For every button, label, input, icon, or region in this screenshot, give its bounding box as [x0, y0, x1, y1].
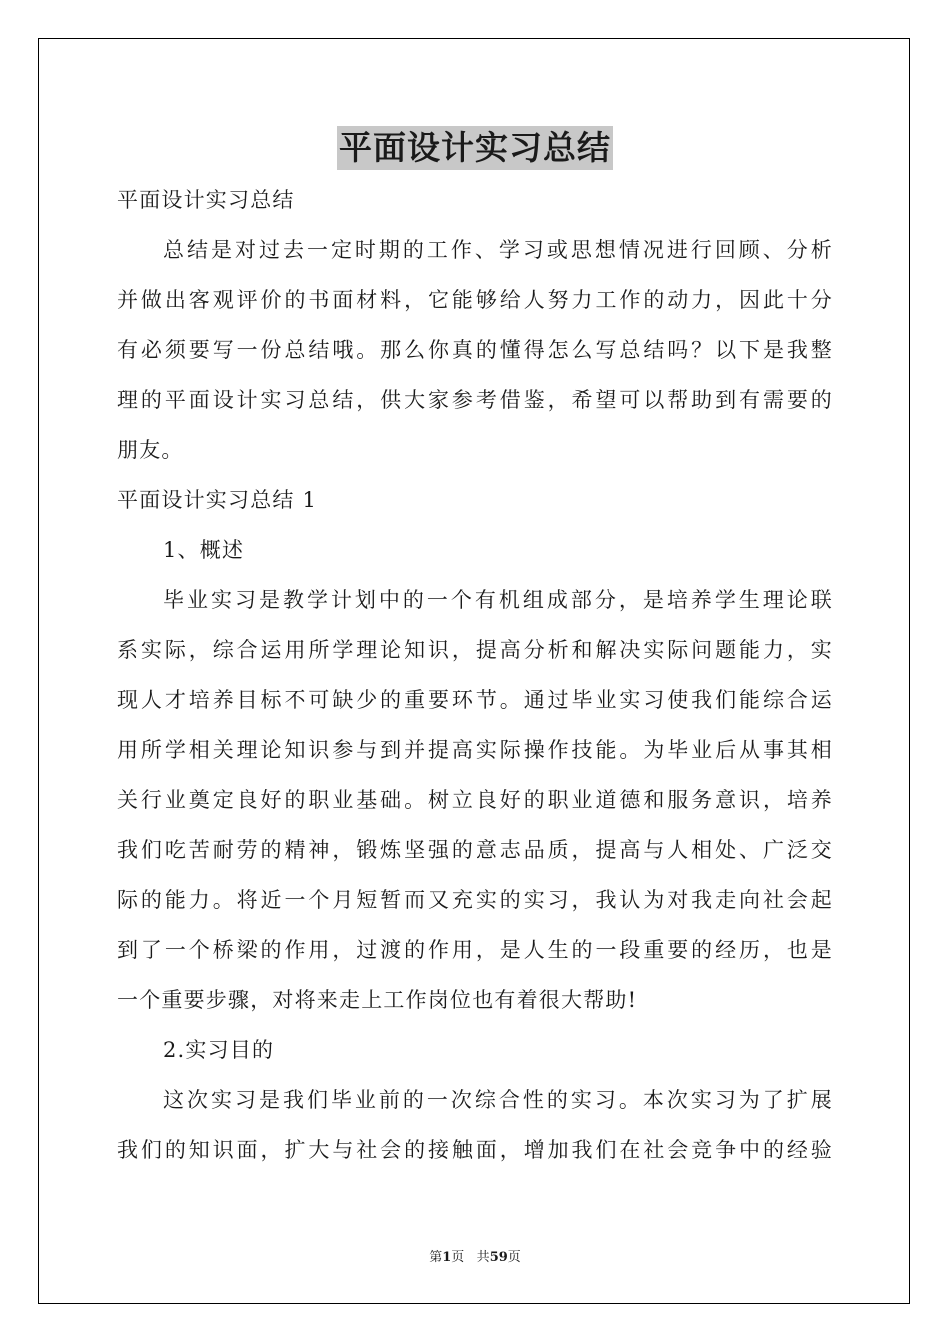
text-line: 总结是对过去一定时期的工作、学习或思想情况进行回顾、分析: [163, 238, 833, 262]
text-line: 平面设计实习总结 1: [117, 488, 318, 512]
total-prefix: 共: [476, 1250, 490, 1265]
text-line: 一个重要步骤，对将来走上工作岗位也有着很大帮助!: [117, 988, 638, 1012]
text-line: 毕业实习是教学计划中的一个有机组成部分，是培养学生理论联: [163, 588, 833, 612]
text-line: 我们吃苦耐劳的精神，锻炼坚强的意志品质，提高与人相处、广泛交: [117, 838, 833, 862]
total-suffix: 页: [507, 1250, 521, 1265]
page-footer: [0, 1246, 950, 1265]
text-line: 并做出客观评价的书面材料，它能够给人努力工作的动力，因此十分: [117, 288, 833, 312]
text-line: 有必须要写一份总结哦。那么你真的懂得怎么写总结吗？以下是我整: [117, 338, 833, 362]
page-suffix: 页: [451, 1250, 465, 1265]
text-line: 关行业奠定良好的职业基础。树立良好的职业道德和服务意识，培养: [117, 788, 833, 812]
total-pages: 59: [489, 1250, 508, 1265]
text-line: 到了一个桥梁的作用，过渡的作用，是人生的一段重要的经历，也是: [117, 938, 833, 962]
page-number: 1: [442, 1250, 452, 1265]
document-body: [117, 175, 833, 1175]
text-line: 现人才培养目标不可缺少的重要环节。通过毕业实习使我们能综合运: [117, 688, 833, 712]
text-line: 我们的知识面，扩大与社会的接触面，增加我们在社会竞争中的经验: [117, 1138, 833, 1162]
title-container: [0, 126, 950, 170]
text-line: 理的平面设计实习总结，供大家参考借鉴，希望可以帮助到有需要的: [117, 388, 833, 412]
text-line: 际的能力。将近一个月短暂而又充实的实习，我认为对我走向社会起: [117, 888, 833, 912]
page-prefix: 第: [429, 1250, 443, 1265]
text-line: 2.实习目的: [163, 1038, 275, 1062]
text-line: 系实际，综合运用所学理论知识，提高分析和解决实际问题能力，实: [117, 638, 833, 662]
text-line: 平面设计实习总结: [117, 188, 295, 212]
text-line: 1、概述: [163, 538, 245, 562]
document-title: 平面设计实习总结: [337, 126, 613, 170]
text-line: 用所学相关理论知识参与到并提高实际操作技能。为毕业后从事其相: [117, 738, 833, 762]
text-line: 这次实习是我们毕业前的一次综合性的实习。本次实习为了扩展: [163, 1088, 833, 1112]
text-line: 朋友。: [117, 438, 184, 462]
